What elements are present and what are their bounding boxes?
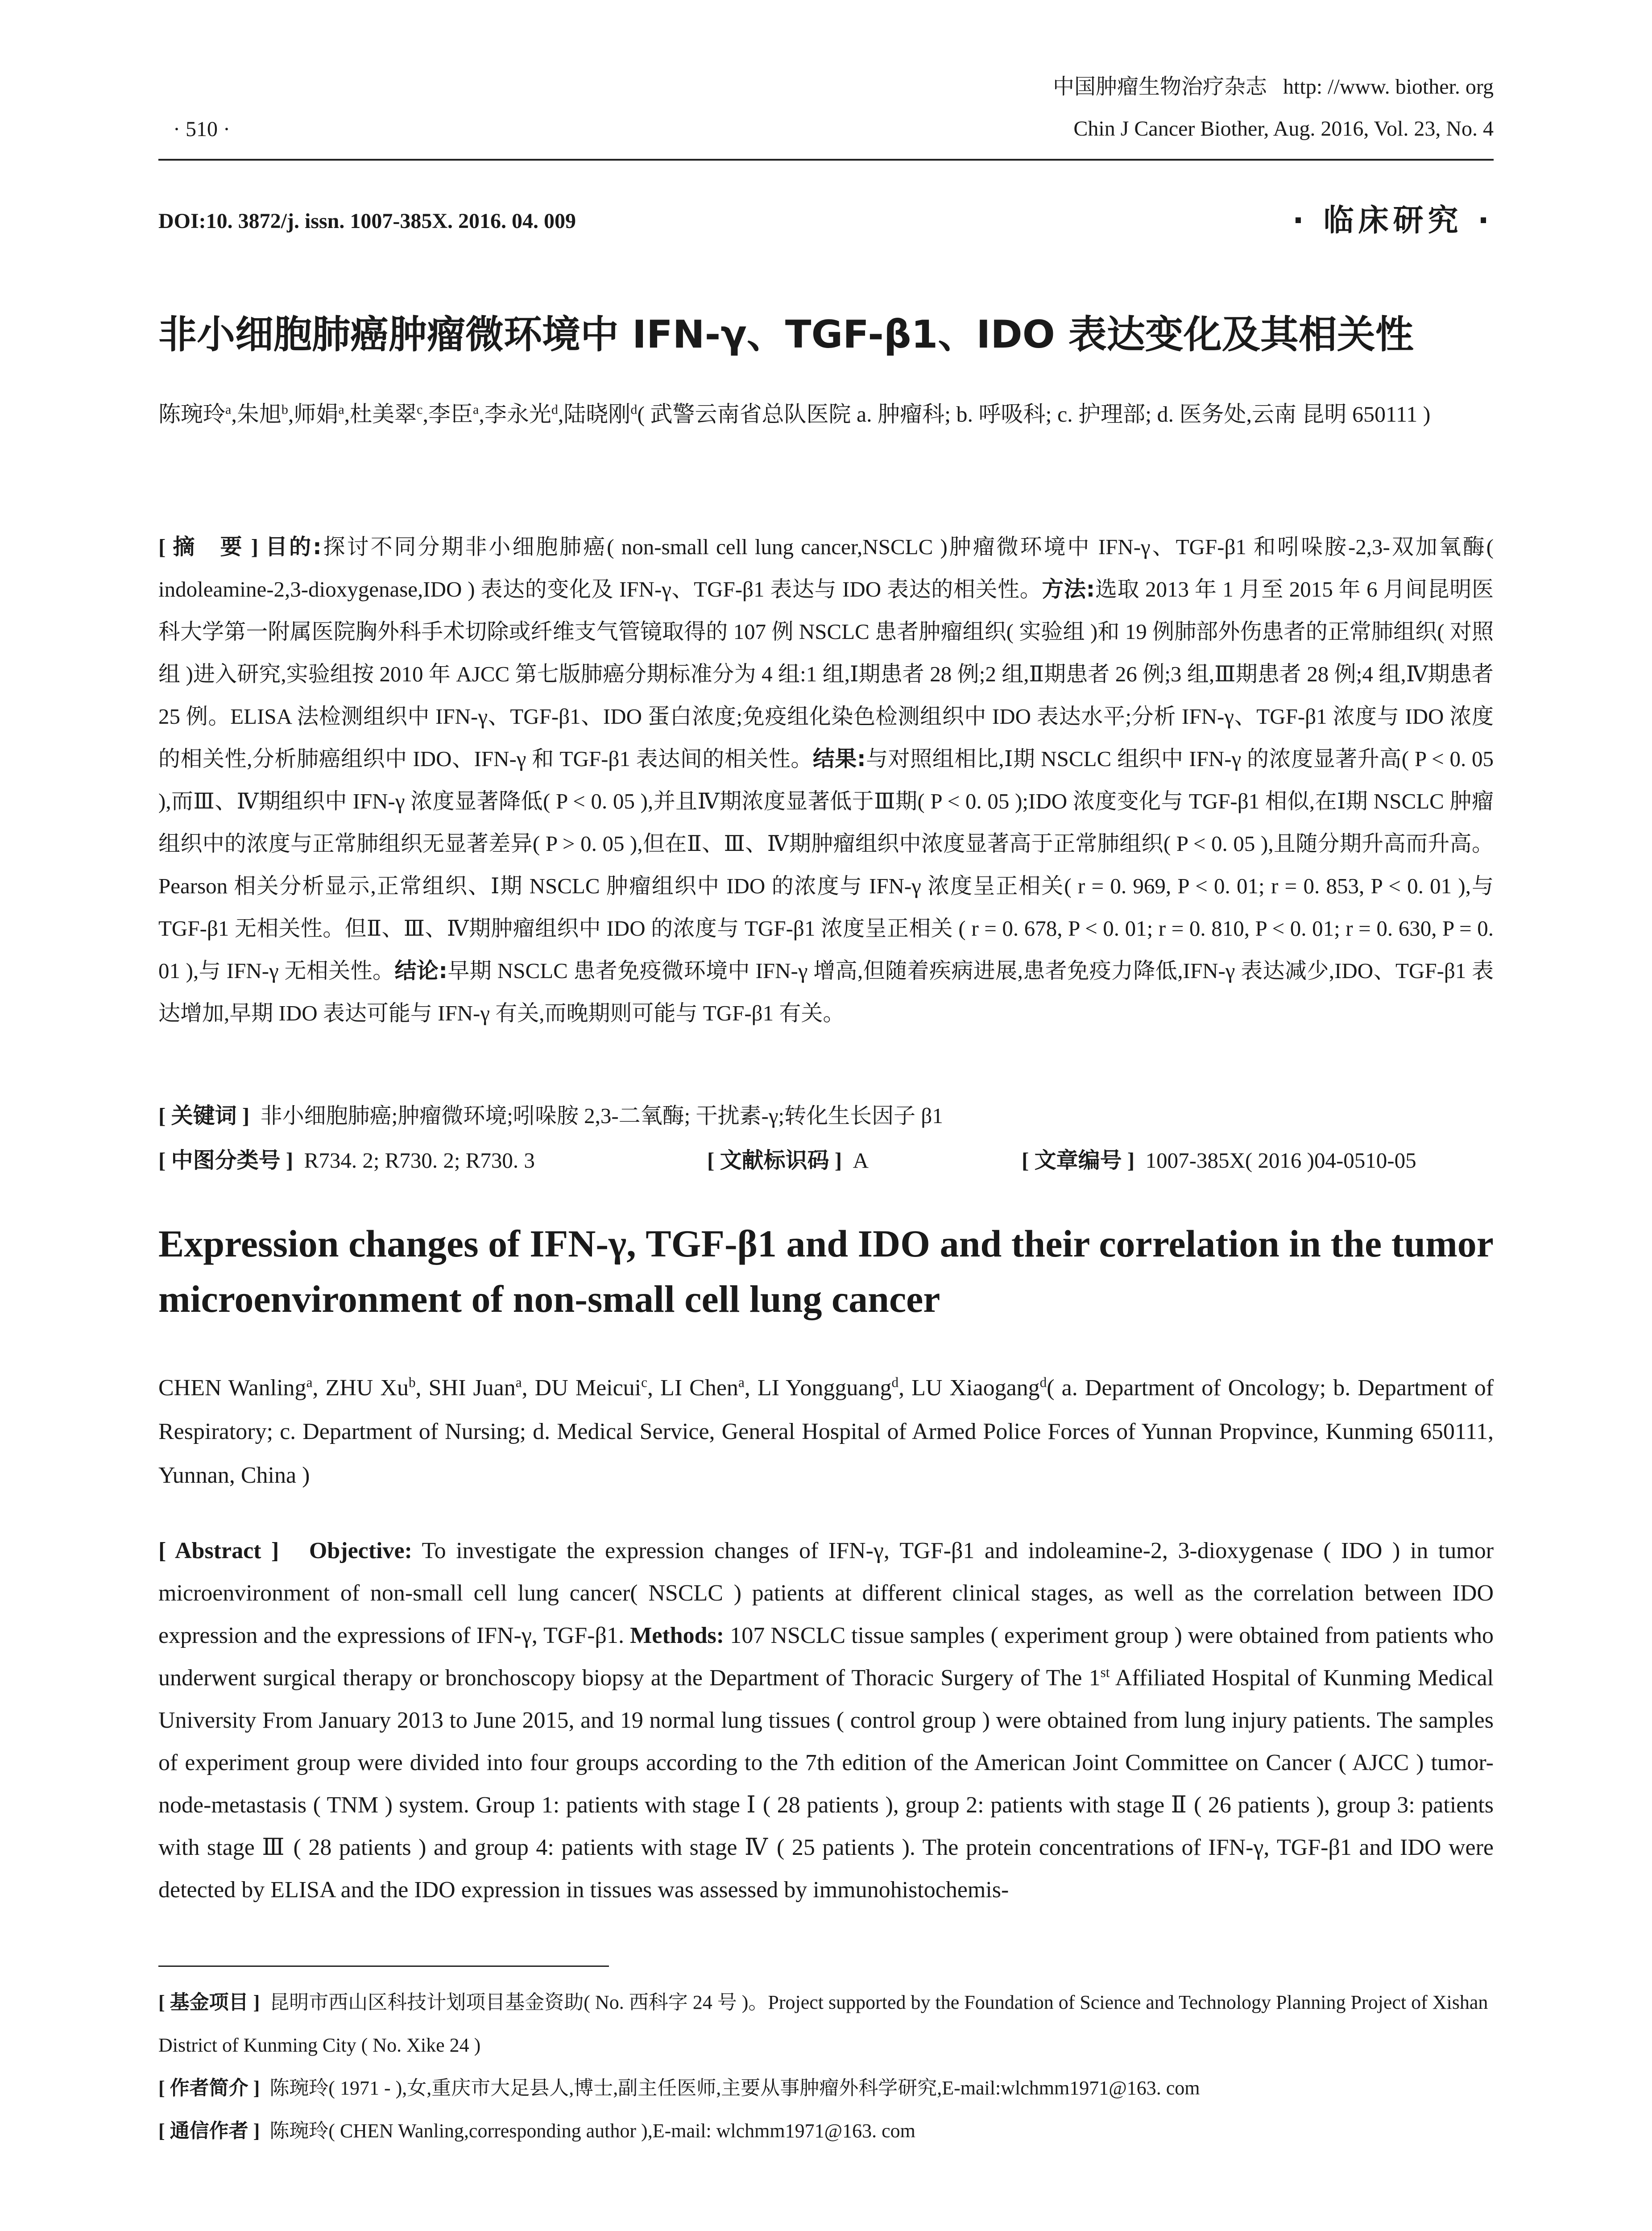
english-affiliation: ( a. Department of Oncology; b. Department of Respiratory; c. Department of Nursing; d. Medical Service, General Hospital of Armed Police Forces of Yunnan Propvince, Kunming 650111, Yunnan, China ) bbox=[158, 1375, 1494, 1488]
conclusion-label: 结论: bbox=[394, 958, 447, 983]
author-affil-sup: a bbox=[472, 402, 479, 417]
author-affil-sup: a bbox=[515, 1374, 522, 1390]
running-header bbox=[1053, 66, 1494, 150]
conclusion-text: 早期 NSCLC 患者免疫微环境中 IFN-γ 增高,但随着疾病进展,患者免疫力降低,IFN-γ 表达减少,IDO、TGF-β1 表达增加,早期 IDO 表达可能与 IFN-γ 有关,而晚期则可能与 TGF-β1 有关。 bbox=[158, 958, 1494, 1025]
author-name: 杜美翠 bbox=[350, 402, 417, 427]
author-name: 李臣 bbox=[428, 402, 473, 427]
methods-text: 选取 2013 年 1 月至 2015 年 6 月间昆明医科大学第一附属医院胸外科手术切除或纤维支气管镜取得的 107 例 NSCLC 患者肿瘤组织( 实验组 )和 19 例肺部外伤患者的正常肺组织( 对照组 )进入研究,实验组按 2010 年 AJCC 第七版肺癌分期标准分为 4 组:1 组,Ⅰ期患者 28 例;2 组,Ⅱ期患者 26 例;3 组,Ⅲ期患者 28 例;4 组,Ⅳ期患者 25 例。ELISA 法检测组织中 IFN-γ、TGF-β1、IDO 蛋白浓度;免疫组化染色检测组织中 IDO 表达水平;分析 IFN-γ、TGF-β1 浓度与 IDO 浓度的相关性,分析肺癌组织中 IDO、IFN-γ 和 TGF-β1 表达间的相关性。 bbox=[158, 577, 1494, 771]
keywords-line bbox=[158, 1099, 943, 1130]
author-affil-sup: d bbox=[1039, 1374, 1047, 1390]
author-affil-sup: d bbox=[891, 1374, 899, 1390]
footnote-rule bbox=[158, 1966, 609, 1967]
footnotes bbox=[158, 1981, 1494, 2152]
objective-text: 探讨不同分期非小细胞肺癌( non-small cell lung cancer,NSCLC )肿瘤微环境中 IFN-γ、TGF-β1 和吲哚胺-2,3-双加氧酶( indoleamine-2,3-dioxygenase,IDO ) 表达的变化及 IFN-γ、TGF-β1 表达与 IDO 表达的相关性。 bbox=[158, 535, 1494, 601]
author-affil-sup: c bbox=[641, 1374, 647, 1390]
doi: DOI:10. 3872/j. issn. 1007-385X. 2016. 04. 009 bbox=[158, 209, 576, 233]
author-name: 朱旭 bbox=[236, 402, 282, 427]
article-number-field bbox=[1022, 1143, 1416, 1174]
keywords-label: [ 关键词 ] bbox=[158, 1103, 250, 1128]
methods-text-part1: 107 NSCLC tissue samples ( experiment group ) were obtained from patients who underwent surgical therapy or bronchoscopy biopsy at the Department of Thoracic Surgery of The 1 bbox=[158, 1623, 1494, 1691]
author-bio-label: [ 作者简介 ] bbox=[158, 2077, 260, 2099]
author-affil-sup: d bbox=[630, 402, 638, 417]
chinese-abstract bbox=[158, 526, 1494, 1034]
journal-en-line: Chin J Cancer Biother, Aug. 2016, Vol. 23, No. 4 bbox=[1073, 117, 1494, 141]
clc-value: R734. 2; R730. 2; R730. 3 bbox=[304, 1148, 535, 1173]
abstract-label: [ 摘 要 ] bbox=[158, 535, 258, 559]
results-label: 结果: bbox=[812, 746, 866, 771]
doc-code-label: [ 文献标识码 ] bbox=[707, 1148, 842, 1173]
author-name: ZHU Xu bbox=[325, 1375, 409, 1401]
author-name: 李永光 bbox=[484, 402, 551, 427]
abstract-label: [ Abstract ] bbox=[158, 1538, 279, 1563]
chinese-authors: 陈琬玲$^a$,朱旭$^b$,师娟$^a$,杜美翠$^c$,李臣$^a$,李永光$^d$,陆晓刚$^d$( 武警云南省总队医院 a. 肿瘤科; b. 呼吸科; c. 护理部; d. 医务处,云南 昆明 650111 ) bbox=[158, 402, 1431, 427]
author-affil-sup: a bbox=[306, 1374, 313, 1390]
author-name: 陆晓刚 bbox=[563, 402, 631, 427]
author-affil-sup: a bbox=[338, 402, 344, 417]
author-affil-sup: d bbox=[551, 402, 558, 417]
fund-note bbox=[158, 1981, 1494, 2067]
methods-label: 方法: bbox=[1042, 576, 1095, 602]
english-authors: CHEN Wanling$^a$, ZHU Xu$^b$, SHI Juan$^a$, DU Meicui$^c$, LI Chen$^a$, LI Yongguang$^d$, LU Xiaogang$^d$( a. Department of Oncology; b. Department of Respiratory; c. Department of Nursing; d. Medical Service, General Hospital of Armed Police Forces of Yunnan Propvince, Kunming 650111, Yunnan, China ) bbox=[158, 1374, 1494, 1488]
corresponding-label: [ 通信作者 ] bbox=[158, 2120, 260, 2142]
page-number: · 510 · bbox=[173, 117, 230, 141]
article-number-value: 1007-385X( 2016 )04-0510-05 bbox=[1145, 1148, 1416, 1173]
methods-text-part2: Affiliated Hospital of Kunming Medical University From January 2013 to June 2015, and 19 normal lung tissues ( control group ) were obtained from lung injury patients. The samples of experiment group were divided into four groups according to the 7th edition of the American Joint Committee on Cancer ( AJCC ) tumor-node-metastasis ( TNM ) system. Group 1: patients with stage Ⅰ ( 28 patients ), group 2: patients with stage Ⅱ ( 26 patients ), group 3: patients with stage Ⅲ ( 28 patients ) and group 4: patients with stage Ⅳ ( 25 patients ). The protein concentrations of IFN-γ, TGF-β1 and IDO were detected by ELISA and the IDO expression in tissues was assessed by immunohistochemis- bbox=[158, 1665, 1494, 1903]
doc-code-value: A bbox=[853, 1148, 869, 1173]
author-bio-text: 陈琬玲( 1971 - ),女,重庆市大足县人,博士,副主任医师,主要从事肿瘤外科学研究,E-mail:wlchmm1971@163. com bbox=[269, 2077, 1200, 2099]
author-bio-note bbox=[158, 2067, 1494, 2110]
author-name: LI Yongguang bbox=[757, 1375, 892, 1401]
author-name: 陈琬玲 bbox=[158, 402, 225, 427]
ordinal-sup: st bbox=[1100, 1664, 1110, 1680]
clc-label: [ 中图分类号 ] bbox=[158, 1148, 294, 1173]
chinese-title: 非小细胞肺癌肿瘤微环境中 IFN-γ、TGF-β1、IDO 表达变化及其相关性 bbox=[158, 312, 1414, 357]
article-number-label: [ 文章编号 ] bbox=[1022, 1148, 1135, 1173]
methods-label: Methods: bbox=[630, 1623, 725, 1648]
author-affil-sup: b bbox=[281, 402, 288, 417]
author-name: CHEN Wanling bbox=[158, 1375, 306, 1401]
corresponding-text: 陈琬玲( CHEN Wanling,corresponding author ),E-mail: wlchmm1971@163. com bbox=[269, 2120, 915, 2142]
author-affil-sup: a bbox=[225, 402, 232, 417]
journal-website: http: //www. biother. org bbox=[1283, 75, 1494, 99]
clc-field bbox=[158, 1143, 535, 1174]
author-name: LU Xiaogang bbox=[911, 1375, 1040, 1401]
objective-text: To investigate the expression changes of IFN-γ, TGF-β1 and indoleamine-2, 3-dioxygenase ( IDO ) in tumor microenvironment of non-small cell lung cancer( NSCLC ) patients at different clinical stages, as well as the correlation between IDO expression and the expressions of IFN-γ, TGF-β1. bbox=[158, 1538, 1494, 1648]
keywords-text: 非小细胞肺癌;肿瘤微环境;吲哚胺 2,3-二氧酶; 干扰素-γ;转化生长因子 β1 bbox=[260, 1103, 943, 1128]
author-affil-sup: b bbox=[408, 1374, 416, 1390]
author-name: 师娟 bbox=[294, 402, 339, 427]
journal-name-cn: 中国肿瘤生物治疗杂志 bbox=[1053, 75, 1267, 99]
fund-label: [ 基金项目 ] bbox=[158, 1991, 260, 2013]
english-abstract bbox=[158, 1530, 1494, 1911]
corresponding-note bbox=[158, 2110, 1494, 2152]
english-title: Expression changes of IFN-γ, TGF-β1 and IDO and their correlation in the tumor microenvironment of non-small cell lung cancer bbox=[158, 1222, 1493, 1320]
author-name: SHI Juan bbox=[428, 1375, 516, 1401]
chinese-affiliation: ( 武警云南省总队医院 a. 肿瘤科; b. 呼吸科; c. 护理部; d. 医务处,云南 昆明 650111 ) bbox=[637, 402, 1431, 427]
author-affil-sup: c bbox=[417, 402, 423, 417]
author-name: LI Chen bbox=[660, 1375, 738, 1401]
doc-code-field bbox=[707, 1143, 869, 1174]
header-rule bbox=[158, 159, 1494, 161]
author-name: DU Meicui bbox=[534, 1375, 642, 1401]
objective-label: Objective: bbox=[309, 1538, 412, 1563]
column-label: · 临床研究 · bbox=[1292, 203, 1494, 238]
objective-label: 目的: bbox=[265, 534, 322, 560]
fund-text: 昆明市西山区科技计划项目基金资助( No. 西科字 24 号 )。Project supported by the Foundation of Science and Technology Planning Project of Xishan District of Kunming City ( No. Xike 24 ) bbox=[158, 1991, 1488, 2056]
results-text: 与对照组相比,Ⅰ期 NSCLC 组织中 IFN-γ 的浓度显著升高( P < 0. 05 ),而Ⅲ、Ⅳ期组织中 IFN-γ 浓度显著降低( P < 0. 05 ),并且Ⅳ期浓度显著低于Ⅲ期( P < 0. 05 );IDO 浓度变化与 TGF-β1 相似,在Ⅰ期 NSCLC 肿瘤组织中的浓度与正常肺组织无显著差异( P > 0. 05 ),但在Ⅱ、Ⅲ、Ⅳ期肿瘤组织中浓度显著高于正常肺组织( P < 0. 05 ),且随分期升高而升高。Pearson 相关分析显示,正常组织、Ⅰ期 NSCLC 肿瘤组织中 IDO 的浓度与 IFN-γ 浓度呈正相关( r = 0. 969, P < 0. 01; r = 0. 853, P < 0. 01 ),与 TGF-β1 无相关性。但Ⅱ、Ⅲ、Ⅳ期肿瘤组织中 IDO 的浓度与 TGF-β1 浓度呈正相关 ( r = 0. 678, P < 0. 01; r = 0. 810, P < 0. 01; r = 0. 630, P = 0. 01 ),与 IFN-γ 无相关性。 bbox=[158, 746, 1494, 983]
author-affil-sup: a bbox=[738, 1374, 745, 1390]
journal-cn-line bbox=[1053, 66, 1494, 108]
